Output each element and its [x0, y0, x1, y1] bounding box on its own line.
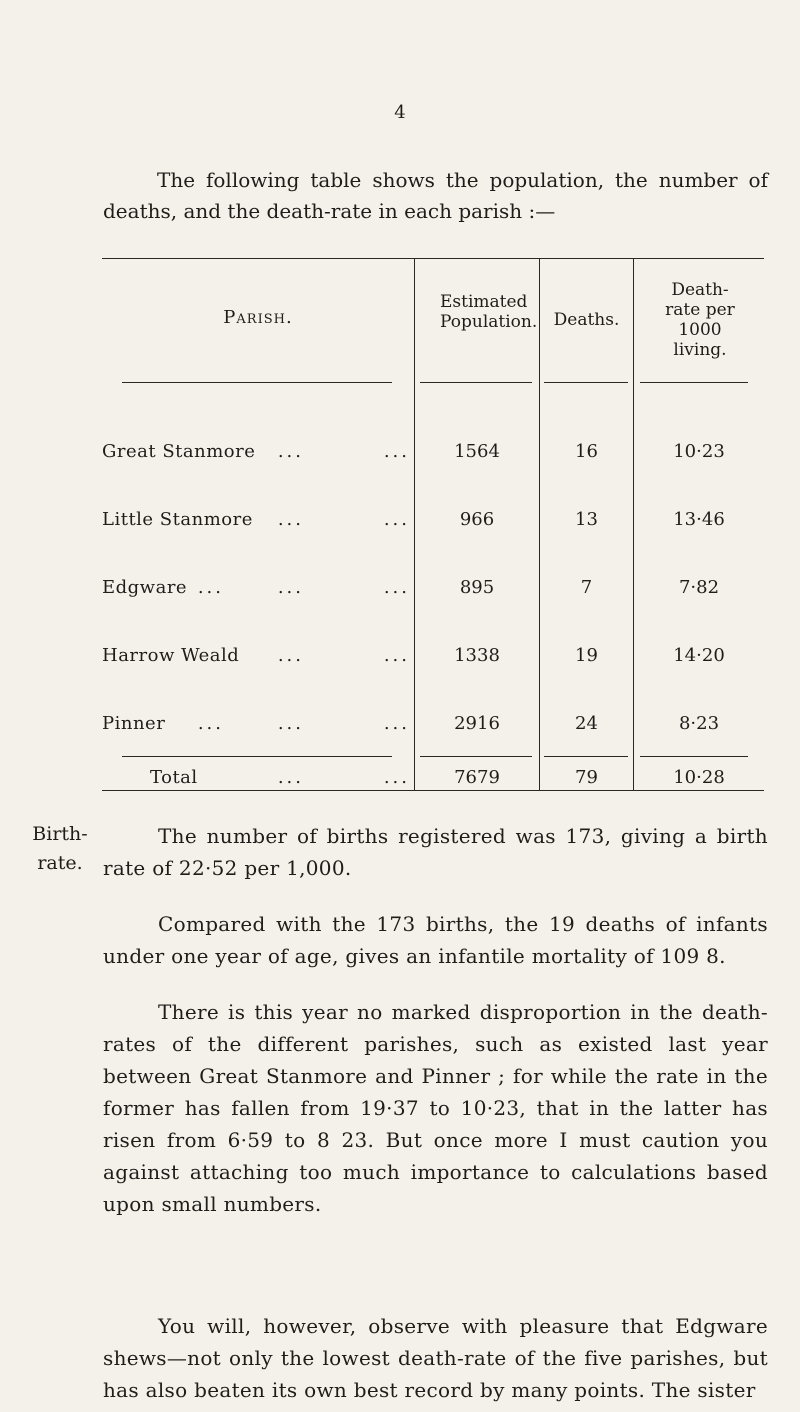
- leader-dots: ...: [197, 577, 224, 598]
- leader-dots: ...: [277, 645, 304, 666]
- table-bottom-rule: [102, 790, 764, 791]
- leader-dots: ...: [277, 441, 304, 462]
- leader-dots: ...: [383, 509, 410, 530]
- deaths-value: 7: [580, 577, 593, 598]
- death-rate-value: 14·20: [673, 645, 725, 666]
- paragraph-death-rates: There is this year no marked disproportion in the death-rates of the different parishes, such as existed last year between Great Stanmore and Pinner ; for while the rate in the former has fallen from 19·37 to 10·23, that in the latter has risen from 6·59 to 8 23. But once more I must caution you against attaching too much importance to calculations based upon small numbers.: [103, 1000, 768, 1216]
- header-death-rate: Death-rate per 1000 living.: [665, 280, 735, 360]
- deaths-value: 13: [575, 509, 598, 530]
- population-value: 966: [459, 509, 495, 530]
- header-population: Estimated Population.: [440, 292, 538, 332]
- leader-dots: ...: [277, 509, 304, 530]
- header-rule: [640, 382, 748, 383]
- paragraph-birth-rate: The number of births registered was 173, giving a birth rate of 22·52 per 1,000.: [103, 824, 768, 880]
- total-rule: [544, 756, 628, 757]
- leader-dots: ...: [383, 645, 410, 666]
- deaths-value: 16: [575, 441, 598, 462]
- page-number: 4: [394, 102, 406, 123]
- leader-dots: ...: [383, 577, 410, 598]
- parish-name: Pinner ... ... ...: [102, 710, 414, 738]
- death-rate-value: 10·23: [673, 441, 725, 462]
- parish-name: Little Stanmore ... ...: [102, 506, 414, 534]
- table-row: [102, 710, 764, 738]
- leader-dots: ...: [383, 441, 410, 462]
- header-deaths: Deaths.: [553, 310, 620, 330]
- total-population: 7679: [454, 767, 500, 788]
- leader-dots: ...: [383, 713, 410, 734]
- table-top-rule: [102, 258, 764, 259]
- paragraph-edgware: You will, however, observe with pleasure that Edgware shews—not only the lowest death-rate of the five parishes, but has also beaten its own best record by many points. The sister: [103, 1314, 768, 1402]
- total-deaths: 79: [575, 767, 598, 788]
- leader-dots: ...: [383, 767, 410, 788]
- table-row: [102, 438, 764, 466]
- table-row: [102, 642, 764, 670]
- header-rule: [122, 382, 392, 383]
- leader-dots: ...: [197, 713, 224, 734]
- intro-paragraph: The following table shows the population, the number of deaths, and the death-rate in each parish :—: [103, 168, 768, 223]
- table-row: [102, 506, 764, 534]
- header-rule: [420, 382, 532, 383]
- parish-name: Edgware ... ... ...: [102, 574, 414, 602]
- death-rate-table: [102, 258, 764, 790]
- leader-dots: ...: [277, 577, 304, 598]
- header-parish: Parish.: [223, 307, 293, 328]
- population-value: 2916: [454, 713, 500, 734]
- death-rate-value: 8·23: [678, 713, 720, 734]
- population-value: 1338: [454, 645, 500, 666]
- population-value: 895: [459, 577, 495, 598]
- total-death-rate: 10·28: [673, 767, 725, 788]
- death-rate-value: 7·82: [678, 577, 720, 598]
- header-rule: [544, 382, 628, 383]
- parish-name: Great Stanmore ... ...: [102, 438, 414, 466]
- deaths-value: 19: [575, 645, 598, 666]
- deaths-value: 24: [575, 713, 598, 734]
- total-label: Total ... ...: [102, 764, 414, 792]
- leader-dots: ...: [277, 767, 304, 788]
- total-rule: [122, 756, 392, 757]
- death-rate-value: 13·46: [673, 509, 725, 530]
- leader-dots: ...: [277, 713, 304, 734]
- total-row: [102, 764, 764, 792]
- parish-name: Harrow Weald ... ...: [102, 642, 414, 670]
- total-rule: [420, 756, 532, 757]
- margin-note-birth-rate: Birth-rate.: [32, 823, 88, 874]
- total-rule: [640, 756, 748, 757]
- population-value: 1564: [454, 441, 500, 462]
- table-row: [102, 574, 764, 602]
- paragraph-infant-mortality: Compared with the 173 births, the 19 deaths of infants under one year of age, gives an infantile mortality of 109 8.: [103, 912, 768, 968]
